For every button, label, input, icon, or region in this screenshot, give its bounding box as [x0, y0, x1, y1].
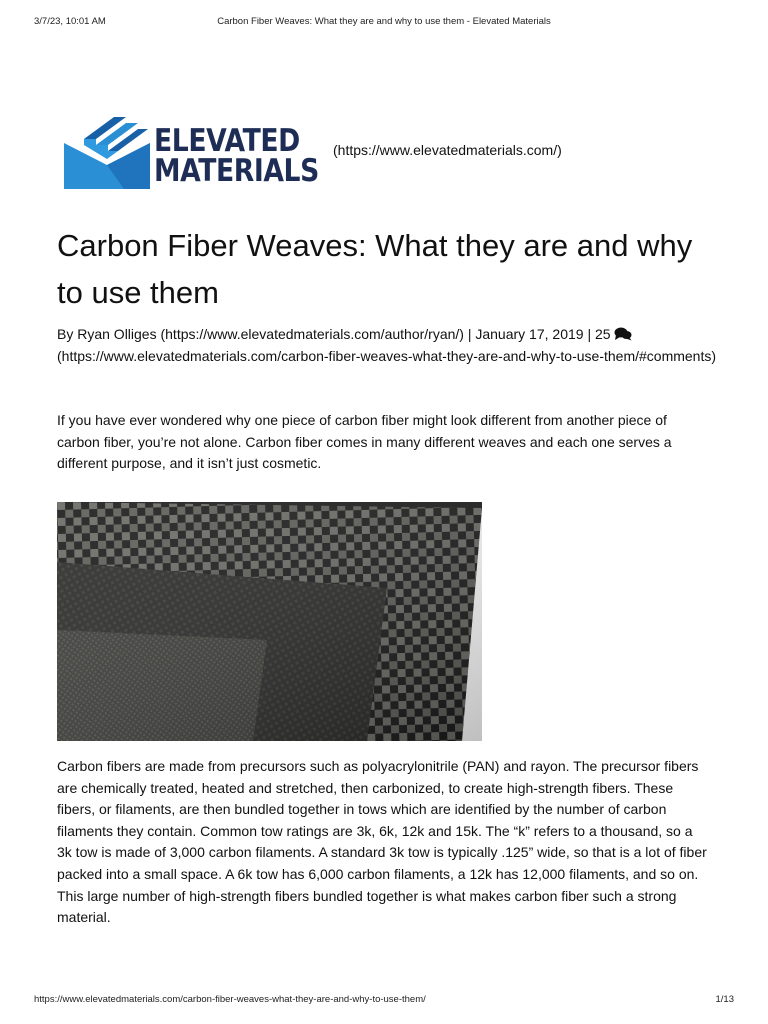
- comments-icon[interactable]: [614, 327, 632, 341]
- carbon-fiber-weave-photo: [57, 502, 482, 741]
- page-number: 1/13: [715, 994, 734, 1005]
- logo-wordmark: [154, 123, 319, 189]
- logo-line1: ELEVATED: [154, 123, 300, 159]
- article-byline: [57, 323, 727, 367]
- comments-count[interactable]: 25: [594, 326, 611, 342]
- print-page-title: Carbon Fiber Weaves: What they are and why to use them - Elevated Materials: [217, 16, 551, 27]
- publish-date: January 17, 2019: [475, 326, 584, 342]
- byline-separator: |: [467, 326, 472, 342]
- article-title: Carbon Fiber Weaves: What they are and why to use them: [57, 228, 693, 310]
- byline-separator: |: [587, 326, 592, 342]
- author-link[interactable]: By Ryan Olliges (https://www.elevatedmaterials.com/author/ryan/): [57, 326, 464, 342]
- article-paragraph: Carbon fibers are made from precursors such as polyacrylonitrile (PAN) and rayon. The precursor fibers are chemically treated, heated and stretched, then carbonized, to create high-strength fibers. These fibers, or filaments, are then bundled together in tows which are identified by the number of carbon filaments they contain. Common tow ratings are 3k, 6k, 12k and 15k. The “k” refers to a thousand, so a 3k tow is made of 3,000 carbon filaments. A standard 3k tow is typically .125” wide, so that is a lot of fiber packed into a small space. A 6k tow has 6,000 carbon filaments, a 12k has 12,000 filaments, and so on. This large number of high-strength fibers bundled together is what makes carbon fiber such a strong material.: [57, 758, 707, 926]
- print-datetime: 3/7/23, 10:01 AM: [34, 16, 106, 27]
- logo-line2: MATERIALS: [154, 153, 319, 189]
- comments-link[interactable]: (https://www.elevatedmaterials.com/carbon-fiber-weaves-what-they-are-and-why-to-use-them/#comments): [57, 348, 717, 364]
- article-paragraph: If you have ever wondered why one piece of carbon fiber might look different from another piece of carbon fiber, you’re not alone. Carbon fiber comes in many different weaves and each one serves a different purpose, and it isn’t just cosmetic.: [57, 412, 672, 472]
- elevated-materials-logo-icon: [64, 115, 150, 189]
- logo-link-url[interactable]: (https://www.elevatedmaterials.com/): [333, 142, 562, 158]
- site-logo[interactable]: [64, 112, 329, 192]
- print-footer-url: https://www.elevatedmaterials.com/carbon-fiber-weaves-what-they-are-and-why-to-use-them/: [34, 994, 426, 1005]
